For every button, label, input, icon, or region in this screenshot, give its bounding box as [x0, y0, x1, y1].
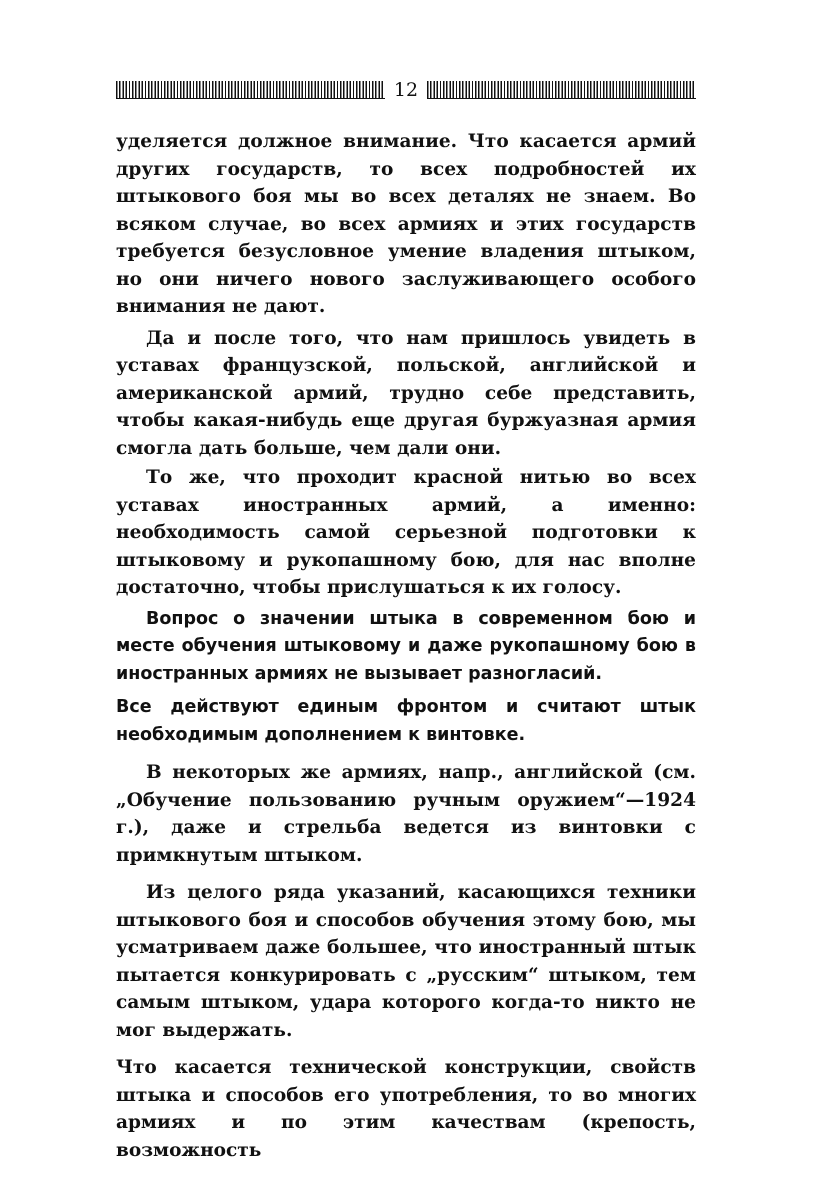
header-rule-right [427, 81, 696, 99]
page-number: 12 [393, 79, 419, 101]
body-text [116, 128, 696, 1164]
paragraph: В некоторых же армиях, напр., английской (см. „Обучение пользованию ручным оружием“—1924 г.), даже и стрельба ведется из винтовки с примкнутым штыком. [116, 762, 696, 866]
page-header [116, 78, 696, 102]
paragraph: То же, что проходит красной нитью во всех уставах иностранных армий, а именно: необходимость самой серьезной подготовки к штыковому и рукопашному бою, для нас вполне достаточно, чтобы прислушаться к их голосу. [116, 467, 696, 598]
paragraph: Из целого ряда указаний, касающихся техники штыкового боя и способов обучения этому бою, мы усматриваем даже большее, что иностранный штык пытается конкурировать с „русским“ штыком, тем самым штыком, удара которого когда-то никто не мог выдержать. [116, 882, 696, 1041]
header-rule-left [116, 81, 385, 99]
paragraph: Все действуют единым фронтом и считают штык необходимым дополнением к винтовке. [116, 697, 696, 745]
paragraph: уделяется должное внимание. Что касается армий других государств, то всех подробностей их штыкового боя мы во всех деталях не знаем. Во всяком случае, во всех армиях и этих государств требуется безусловное умение владения штыком, но они ничего нового заслуживающего особого внимания не дают. [116, 131, 696, 317]
paragraph: Вопрос о значении штыка в современном бою и месте обучения штыковому и даже рукопашному бою в иностранных армиях не вызывает разногласий. [116, 608, 696, 684]
paragraph: Да и после того, что нам пришлось увидеть в уставах французской, польской, английской и американской армий, трудно себе представить, чтобы какая-нибудь еще другая буржуазная армия смогла дать больше, чем дали они. [116, 327, 696, 459]
paragraph: Что касается технической конструкции, свойств штыка и способов его употребления, то во многих армиях и по этим качествам (крепость, возможность [116, 1057, 696, 1161]
